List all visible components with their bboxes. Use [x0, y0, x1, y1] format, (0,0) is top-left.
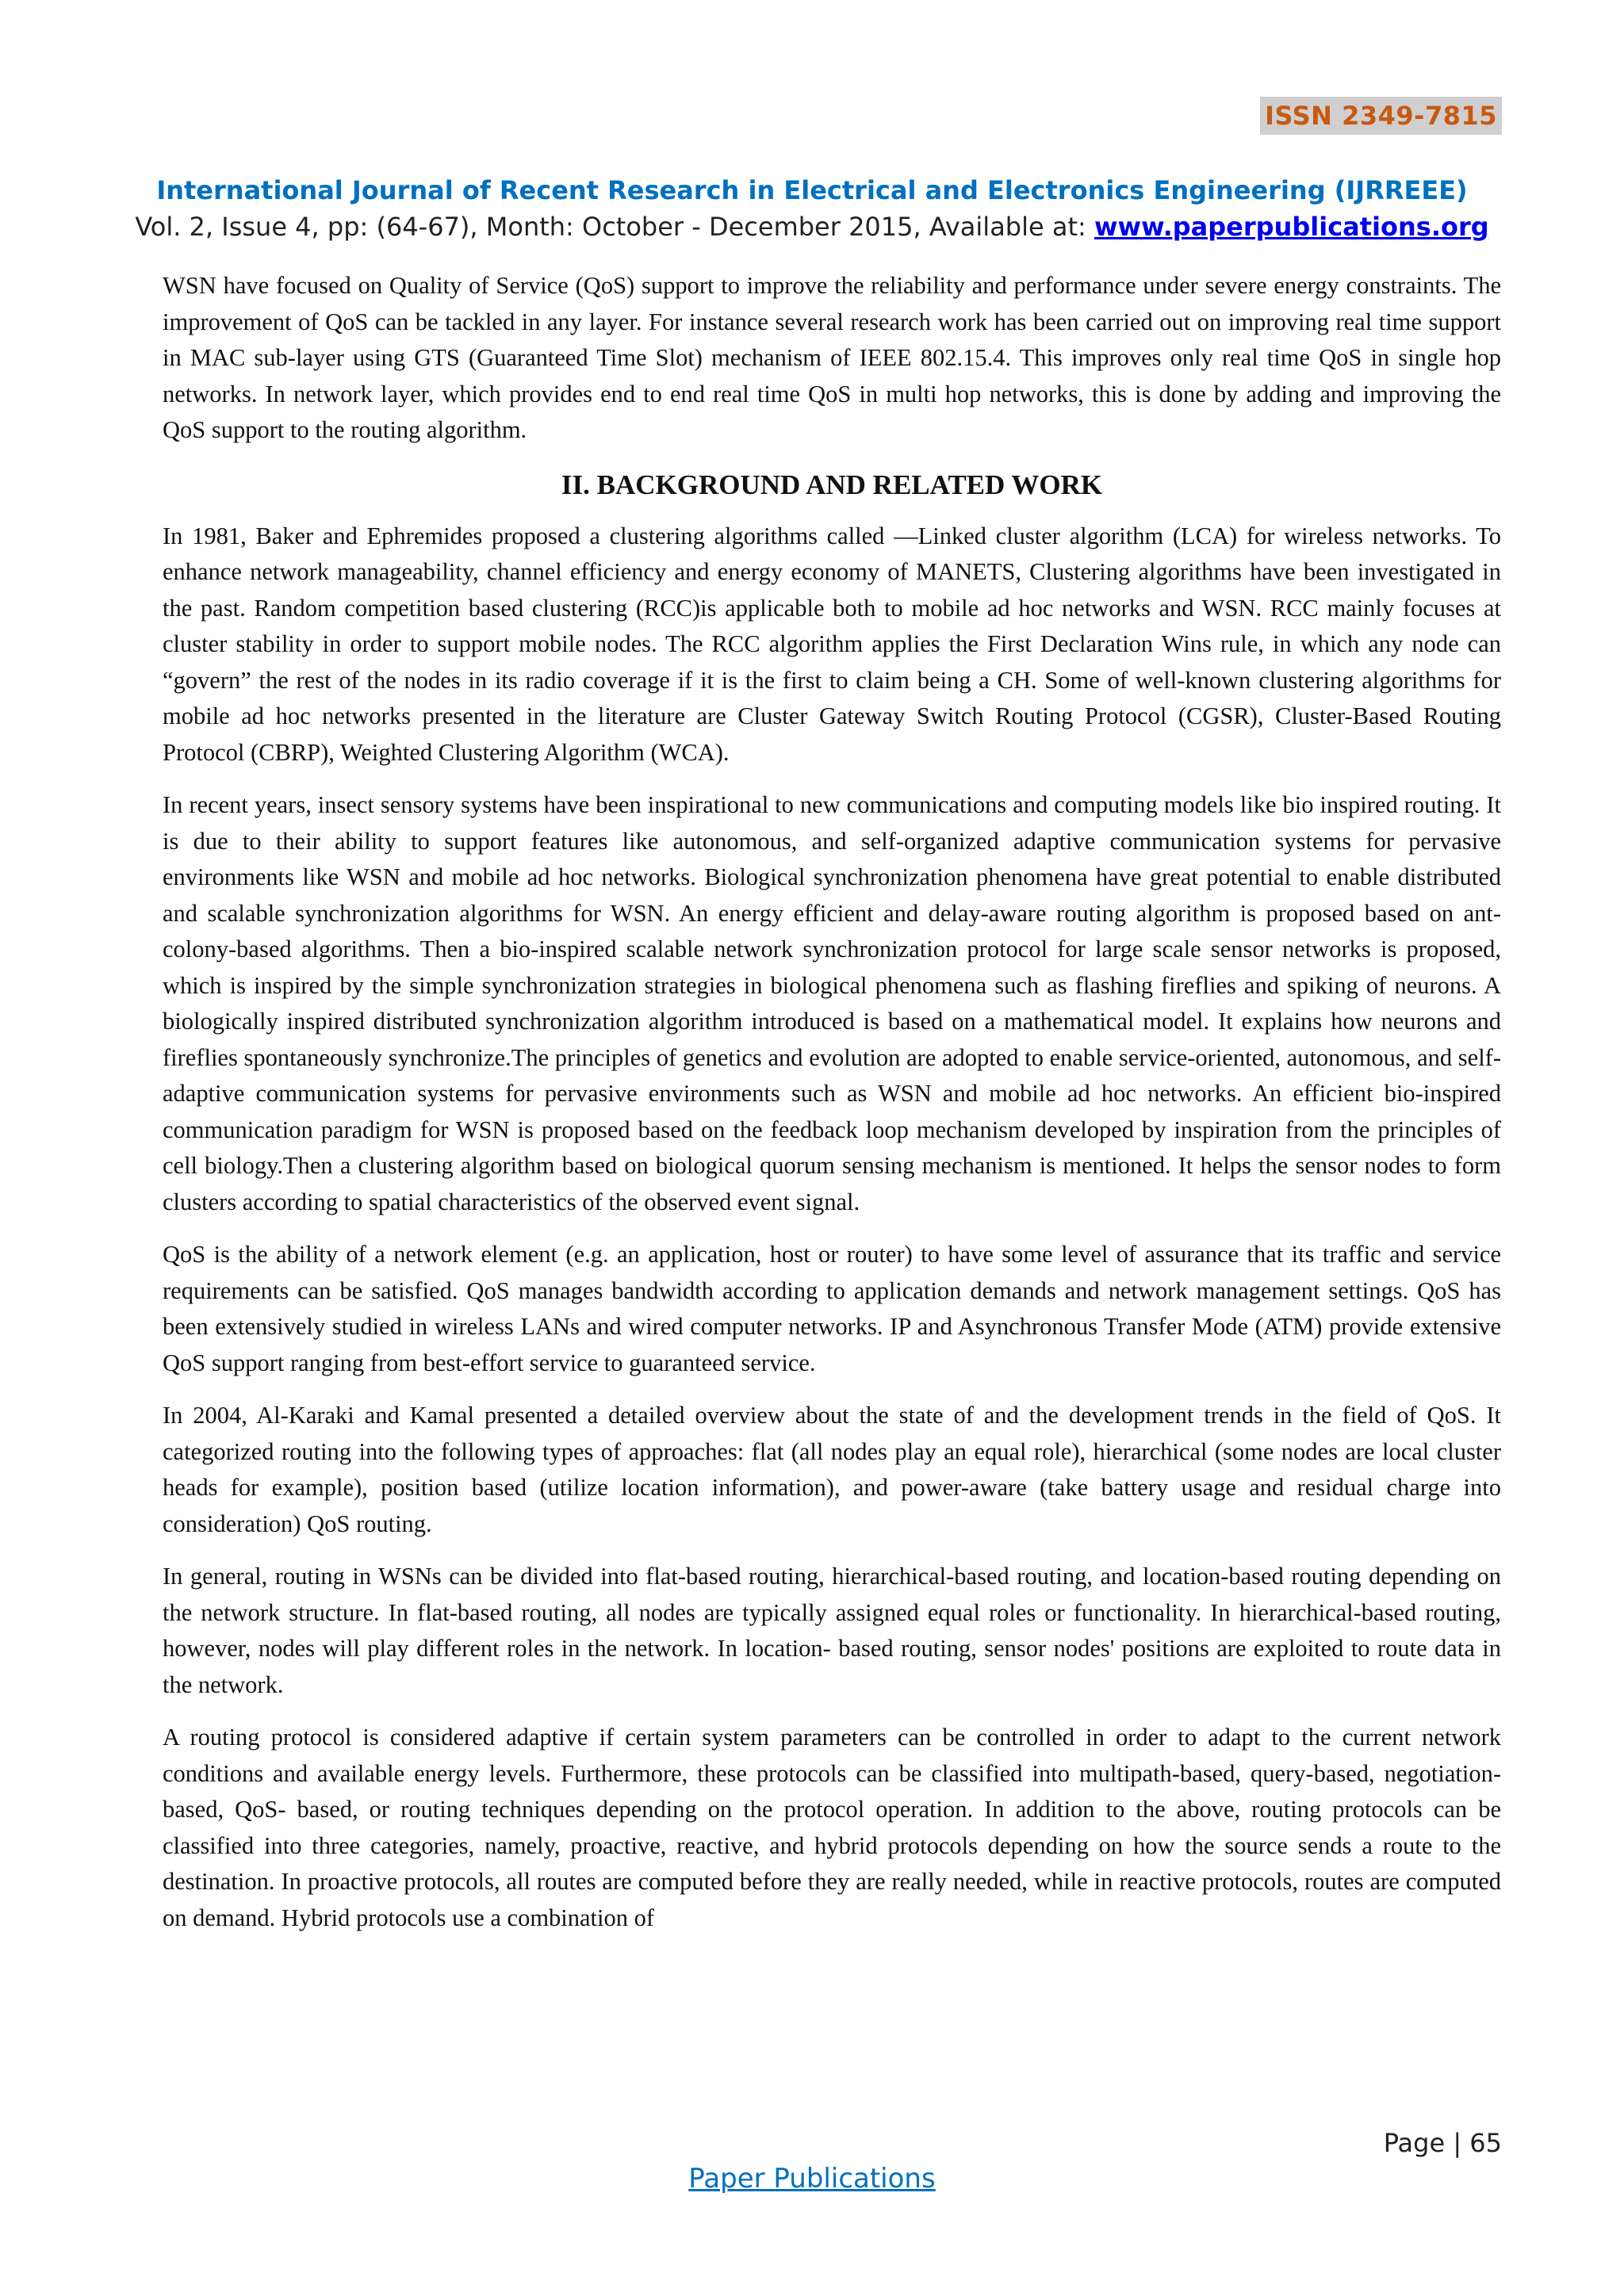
- section-heading: II. BACKGROUND AND RELATED WORK: [561, 469, 1103, 500]
- journal-meta: [0, 209, 1624, 244]
- publisher-link[interactable]: Paper Publications: [688, 2163, 936, 2195]
- paragraph-3: QoS is the ability of a network element (e.g. an application, host or router) to have some level of assurance that its traffic and service requirements can be satisfied. QoS manages bandwidth according to application demands and network management settings. QoS has been extensively studied in wireless LANs and wired computer networks. IP and Asynchronous Transfer Mode (ATM) provide extensive QoS support ranging from best-effort service to guaranteed service.: [163, 1241, 1501, 1376]
- paragraph-5: In general, routing in WSNs can be divided into flat-based routing, hierarchical-based routing, and location-based routing depending on the network structure. In flat-based routing, all nodes are typically assigned equal roles or functionality. In hierarchical-based routing, however, nodes will play different roles in the network. In location- based routing, sensor nodes' positions are exploited to route data in the network.: [163, 1563, 1501, 1698]
- article-body: [163, 268, 1501, 1953]
- issn-badge: ISSN 2349-7815: [1260, 97, 1502, 135]
- paragraph-6: A routing protocol is considered adaptive if certain system parameters can be controlled in order to adapt to the current network conditions and available energy levels. Furthermore, these protocols can be classified into multipath-based, query-based, negotiation-based, QoS- based, or routing techniques depending on the protocol operation. In addition to the above, routing protocols can be classified into three categories, namely, proactive, reactive, and hybrid protocols depending on how the source sends a route to the destination. In proactive protocols, all routes are computed before they are really needed, while in reactive protocols, routes are computed on demand. Hybrid protocols use a combination of: [163, 1724, 1501, 1931]
- journal-title: International Journal of Recent Research in Electrical and Electronics Engineering (IJRREEE): [156, 175, 1468, 205]
- page-number: Page | 65: [1383, 2128, 1502, 2158]
- paragraph-1: In 1981, Baker and Ephremides proposed a clustering algorithms called ―Linked cluster algorithm (LCA) for wireless networks. To enhance network manageability, channel efficiency and energy economy of MANETS, Clustering algorithms have been investigated in the past. Random competition based clustering (RCC)is applicable both to mobile ad hoc networks and WSN. RCC mainly focuses at cluster stability in order to support mobile nodes. The RCC algorithm applies the First Declaration Wins rule, in which any node can “govern” the rest of the nodes in its radio coverage if it is the first to claim being a CH. Some of well-known clustering algorithms for mobile ad hoc networks presented in the literature are Cluster Gateway Switch Routing Protocol (CGSR), Cluster-Based Routing Protocol (CBRP), Weighted Clustering Algorithm (WCA).: [163, 522, 1501, 766]
- paragraph-4: In 2004, Al-Karaki and Kamal presented a detailed overview about the state of and the development trends in the field of QoS. It categorized routing into the following types of approaches: flat (all nodes play an equal role), hierarchical (some nodes are local cluster heads for example), position based (utilize location information), and power-aware (take battery usage and residual charge into consideration) QoS routing.: [163, 1402, 1501, 1537]
- journal-url-link[interactable]: www.paperpublications.org: [1094, 212, 1489, 242]
- journal-meta-text: Vol. 2, Issue 4, pp: (64-67), Month: October - December 2015, Available at:: [135, 212, 1094, 242]
- paragraph-2: In recent years, insect sensory systems have been inspirational to new communications and computing models like bio inspired routing. It is due to their ability to support features like autonomous, and self-organized adaptive communication systems for pervasive environments like WSN and mobile ad hoc networks. Biological synchronization phenomena have great potential to enable distributed and scalable synchronization algorithms for WSN. An energy efficient and delay-aware routing algorithm is proposed based on ant-colony-based algorithms. Then a bio-inspired scalable network synchronization protocol for large scale sensor networks is proposed, which is inspired by the simple synchronization strategies in biological phenomena such as flashing fireflies and spiking of neurons. A biologically inspired distributed synchronization algorithm introduced is based on a mathematical model. It explains how neurons and fireflies spontaneously synchronize.The principles of genetics and evolution are adopted to enable service-oriented, autonomous, and self-adaptive communication systems for pervasive environments such as WSN and mobile ad hoc networks. An efficient bio-inspired communication paradigm for WSN is proposed based on the feedback loop mechanism developed by inspiration from the principles of cell biology.Then a clustering algorithm based on biological quorum sensing mechanism is mentioned. It helps the sensor nodes to form clusters according to spatial characteristics of the observed event signal.: [163, 791, 1501, 1215]
- intro-paragraph: WSN have focused on Quality of Service (QoS) support to improve the reliability and performance under severe energy constraints. The improvement of QoS can be tackled in any layer. For instance several research work has been carried out on improving real time support in MAC sub-layer using GTS (Guaranteed Time Slot) mechanism of IEEE 802.15.4. This improves only real time QoS in single hop networks. In network layer, which provides end to end real time QoS in multi hop networks, this is done by adding and improving the QoS support to the routing algorithm.: [163, 272, 1501, 443]
